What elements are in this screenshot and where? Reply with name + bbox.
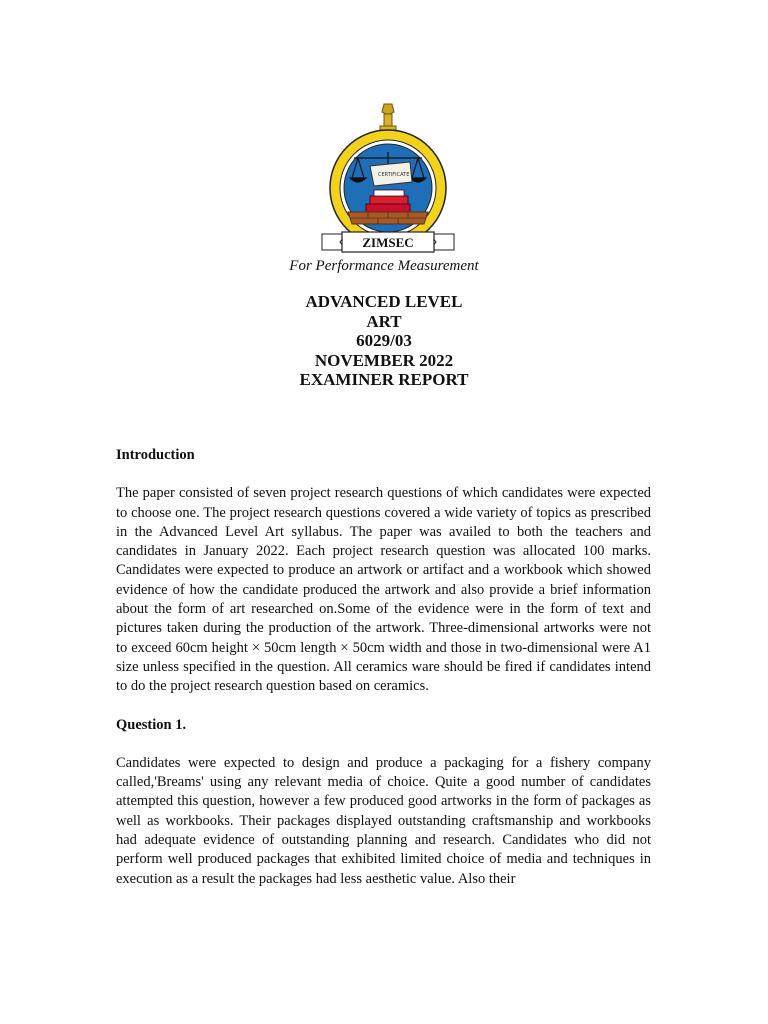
bird-icon	[380, 104, 396, 130]
title-code: 6029/03	[356, 331, 412, 350]
title-level: ADVANCED LEVEL	[305, 292, 463, 311]
title-subject: ART	[366, 311, 402, 331]
tagline: For Performance Measurement	[289, 258, 479, 274]
ribbon-banner	[322, 232, 454, 252]
title-session: NOVEMBER 2022	[314, 350, 454, 370]
zimsec-logo	[318, 100, 458, 260]
report-title-block	[0, 292, 768, 390]
section-paragraph: The paper consisted of seven project research questions of which candidates were expected to choose one. The project research questions covered a wide variety of topics as prescribed in the Advanced Level Art syllabus. The paper was availed to both the teachers and candidates in January 2022. Each project research question was allocated 100 marks. Candidates were expected to produce an artwork or artifact and a workbook which showed evidence of how the candidate produced the artwork and also provide a brief information about the form of art researched on.Some of the evidence were in the form of text and pictures taken during the production of the artwork. Three-dimensional artworks were not to exceed 60cm height × 50cm length × 50cm width and those in two-dimensional were A1 size unless specified in the question. All ceramics ware should be fired if candidates intend to do the project research question based on ceramics.	[116, 485, 651, 695]
title-report: EXAMINER REPORT	[299, 370, 469, 389]
svg-text:CERTIFICATE: CERTIFICATE	[378, 172, 410, 178]
scroll-icon	[370, 162, 412, 186]
report-body	[116, 446, 651, 908]
section-heading: Introduction	[116, 447, 195, 463]
brick-wall-icon	[348, 212, 428, 224]
section-paragraph: Candidates were expected to design and produce a packaging for a fishery company called,'Breams' using any relevant media of choice. Quite a good number of candidates attempted this question, however a few produced good artworks in the form of packages as well as workbooks. Their packages displayed outstanding craftsmanship and workbooks had adequate evidence of outstanding planning and research. Candidates who did not perform well produced packages that exhibited limited choice of media and techniques in execution as a result the packages had less aesthetic value. Also their	[116, 754, 651, 887]
logo-text: ZIMSEC	[362, 235, 414, 250]
section-heading: Question 1.	[116, 716, 187, 733]
